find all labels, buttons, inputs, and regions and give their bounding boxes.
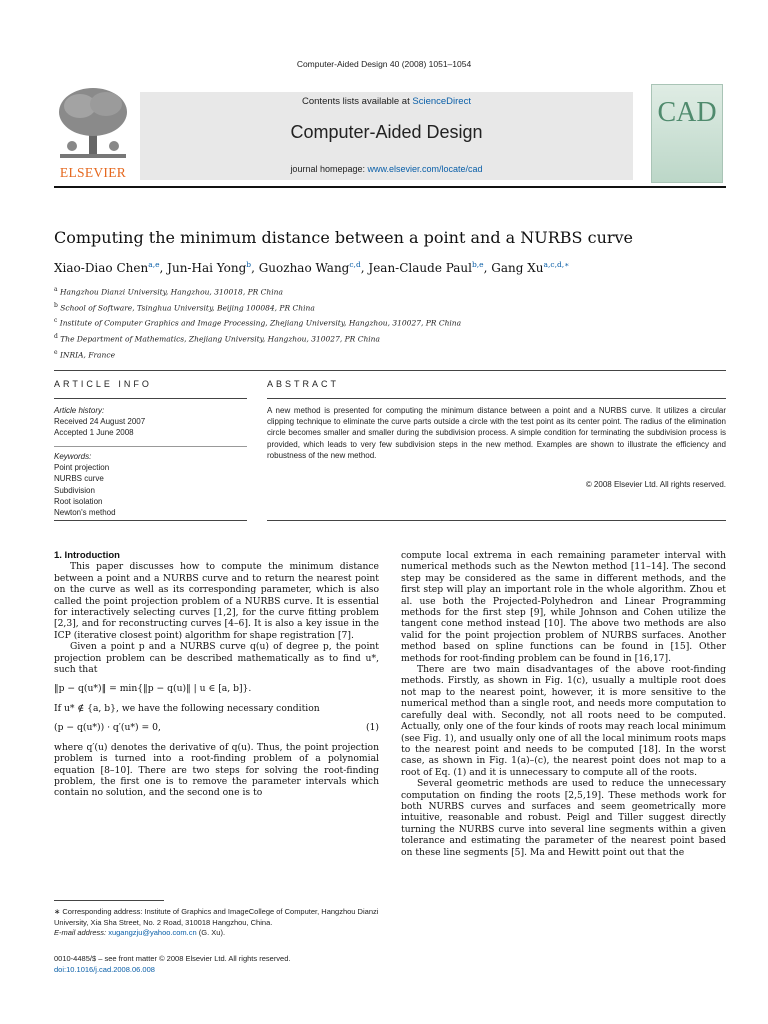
paragraph: compute local extrema in each remaining parameter interval with numerical methods such as the Newton method [11–14]. The second step may be considered as the same in different methods, and the first step will play an important role in the whole algorithm. Zhou et al. use both the Projected-Polyhedron and Linear Programming methods for the first step [9], while Johnson and Cohen utilize the tangent cone method instead [10]. The above two methods are also valid for the point projection problem of NURBS surfaces. Another method based on spline functions can be found in [15]. Other methods for root-finding problem can be found in [16,17].: [401, 550, 726, 664]
affiliation: $^e$ INRIA, France: [54, 348, 116, 360]
author: Jean-Claude Paul$^{b,e}$,: [368, 260, 492, 275]
keyword: Subdivision: [54, 485, 95, 495]
article-history: [54, 405, 247, 439]
journal-name: Computer-Aided Design: [290, 122, 483, 142]
equation-1: (p − q(u*)) · q′(u*) = 0, (1): [54, 722, 379, 734]
journal-citation: Computer-Aided Design 40 (2008) 1051–1054: [296, 59, 472, 69]
sciencedirect-link[interactable]: ScienceDirect: [412, 96, 471, 107]
journal-homepage-link[interactable]: www.elsevier.com/locate/cad: [367, 164, 483, 174]
email-link[interactable]: xugangzju@yahoo.com.cn: [108, 928, 197, 937]
masthead-rule: [54, 186, 726, 188]
doi-link[interactable]: doi:10.1016/j.cad.2008.06.008: [54, 965, 155, 974]
affiliation: $^b$ School of Software, Tsinghua University, Beijing 100084, PR China: [54, 301, 315, 313]
abstract-heading: ABSTRACT: [267, 379, 340, 389]
contents-prefix: Contents lists available at: [302, 96, 413, 107]
paragraph: This paper discusses how to compute the minimum distance between a point and a NURBS curve and to return the nearest point on the curve as well as its corresponding parameter, which is also called the point projection problem of a NURBS curve. It is essential for interactively selecting curves [1,2], for the curve fitting problem [2,3], and for reconstructing curves [4–6]. It is also a key issue in the ICP (iterative closest point) algorithm for shape registration [7].: [54, 561, 379, 641]
affiliation: $^a$ Hangzhou Dianzi University, Hangzhou, 310018, PR China: [54, 286, 283, 297]
accepted-date: Accepted 1 June 2008: [54, 428, 134, 438]
homepage-prefix: journal homepage:: [290, 164, 368, 174]
equation-number: (1): [365, 722, 379, 734]
publisher-name: ELSEVIER: [59, 165, 127, 180]
section-rule-bottom-right: [267, 520, 726, 521]
abstract-copyright: © 2008 Elsevier Ltd. All rights reserved.: [585, 480, 726, 489]
paragraph: Given a point p and a NURBS curve q(u) of degree p, the point projection problem can be described mathematically as to find u*, such that: [54, 641, 379, 676]
journal-cover-thumbnail: [651, 84, 723, 183]
section-rule-bottom-left: [54, 520, 247, 521]
affiliation-list: [54, 283, 726, 362]
keyword: Point projection: [54, 463, 110, 473]
author: Xiao-Diao Chen$^{a,e}$,: [54, 260, 168, 275]
author-list: [54, 260, 726, 275]
article-title: Computing the minimum distance between a point and a NURBS curve: [54, 228, 634, 247]
received-date: Received 24 August 2007: [54, 417, 146, 427]
keyword: NURBS curve: [54, 474, 104, 484]
issn-line: 0010-4485/$ – see front matter © 2008 Elsevier Ltd. All rights reserved.: [54, 954, 291, 963]
author: Jun-Hai Yong$^b$,: [167, 260, 259, 275]
paragraph: where q′(u) denotes the derivative of q(u). Thus, the point projection problem is turned into a root-finding problem of a polynomial equation [8–10]. There are two steps for solving the root-finding problem, the first one is to remove the parameter intervals which contain no solution, and the second one is to: [54, 741, 379, 799]
keyword: Newton's method: [54, 508, 116, 518]
keywords-block: [54, 451, 247, 518]
section-rule-top: [54, 370, 726, 371]
corresponding-footnote: [54, 907, 379, 939]
journal-banner: [140, 92, 633, 180]
author: Guozhao Wang$^{c,d}$,: [258, 260, 369, 275]
paragraph: Several geometric methods are used to reduce the unnecessary computation on finding the roots [2,5,19]. These methods work for both NURBS curves and surfaces and seem geometrically more intuitive, reasonable and robust. Peigl and Tiller suggest directly turning the NURBS curve into several line segments within a given tolerance and estimating the parameter of the nearest point based on these line segments [5]. Ma and Hewitt point out that the: [401, 778, 726, 858]
front-matter-info: [54, 953, 454, 975]
journal-masthead: [54, 84, 726, 188]
author: Gang $Xu^{a,c,d,∗}$: [491, 260, 570, 275]
article-info-heading: ARTICLE INFO: [54, 379, 152, 389]
footnote-marker: ∗: [54, 907, 61, 916]
body-column-left: [54, 550, 379, 799]
footnote-address: Corresponding address: Institute of Graphics and ImageCollege of Computer, Hangzhou Dianzi University, Xia Sha Street, No. 2 Road, 310018 Hangzhou, China.: [54, 907, 379, 927]
homepage-line: [140, 164, 633, 174]
email-label: E-mail address:: [54, 928, 109, 937]
contents-line: [140, 96, 633, 107]
keywords-rule: [54, 446, 247, 447]
section-heading: 1. Introduction: [54, 550, 120, 561]
paragraph: If u* ∉ {a, b}, we have the following necessary condition: [54, 702, 320, 714]
cover-logo-text: CAD: [657, 97, 717, 128]
keywords-label: Keywords:: [54, 452, 92, 461]
affiliation: $^d$ The Department of Mathematics, Zhejiang University, Hangzhou, 310027, PR China: [54, 333, 380, 344]
paragraph: There are two main disadvantages of the above root-finding methods. Firstly, as shown in Fig. 1(c), usually a multiple root does not map to the nearest point, however, it is more sensitive to the numerical method than a single root, and needs more computation to carefully deal with. Secondly, not all roots need to be computed. Actually, only one of the four kinds of roots may reach local minimum (see Fig. 1), and usually only one of all the local minimum roots maps to the nearest point and needs to be computed [18]. In the worst case, as shown in Fig. 1(a)–(c), the nearest point does not map to a root of Eq. (1) and it is unnecessary to compute all of the roots.: [401, 664, 726, 778]
keyword: Root isolation: [54, 496, 103, 506]
abstract-rule: [267, 398, 726, 399]
abstract-text: A new method is presented for computing the minimum distance between a point and a NURBS curve. It utilizes a circular clipping technique to eliminate the curve parts outside a circle with the test point as its center point. The radius of the elimination circle becomes smaller and smaller during the subdivision process. A simple condition for terminating the subdivision process is provided, which leads to very few subdivision steps in the new method. Examples are shown to illustrate the efficiency and robustness of the new method.: [267, 406, 726, 460]
elsevier-tree-logo: [54, 84, 132, 182]
equation-min: ‖p − q(u*)‖ = min{‖p − q(u)‖ | u ∈ [a, b]}.: [54, 683, 252, 695]
body-column-right: [401, 550, 726, 858]
history-label: Article history:: [54, 406, 105, 415]
email-suffix: (G. Xu).: [196, 928, 226, 937]
footnote-rule: [54, 900, 164, 901]
article-info-rule: [54, 398, 247, 399]
affiliation: $^c$ Institute of Computer Graphics and Image Processing, Zhejiang University, Hangzhou, 310027, PR China: [54, 317, 462, 328]
